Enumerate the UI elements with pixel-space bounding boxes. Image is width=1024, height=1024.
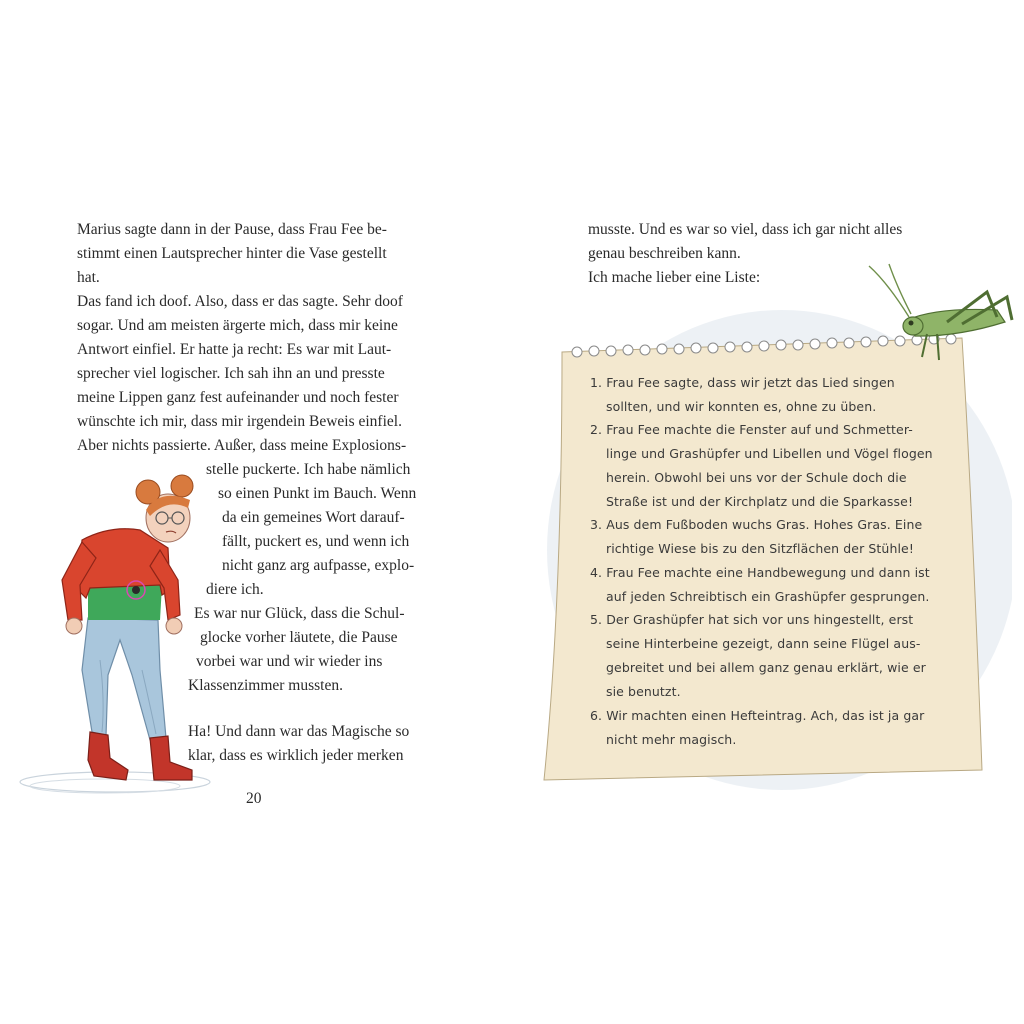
text-line: Ha! Und dann war das Magische so	[188, 723, 410, 740]
text-line: sogar. Und am meisten ärgerte mich, dass mir keine	[77, 317, 398, 334]
text-line: klar, dass es wirklich jeder merken	[188, 747, 404, 764]
text-line: Antwort einfiel. Er hatte ja recht: Es war mit Laut-	[77, 341, 392, 358]
text-line: Das fand ich doof. Also, dass er das sagte. Sehr doof	[77, 293, 403, 310]
list-line: sollten, und wir konnten es, ohne zu üben.	[606, 399, 877, 414]
list-line: gebreitet und bei allem ganz genau erklärt, wie er	[606, 660, 926, 675]
list-line: herein. Obwohl bei uns vor der Schule doch die	[606, 470, 907, 485]
list-line: auf jeden Schreibtisch ein Grashüpfer gesprungen.	[606, 589, 930, 604]
list-line: nicht mehr magisch.	[606, 732, 737, 747]
text-line: sprecher viel logischer. Ich sah ihn an und presste	[77, 365, 385, 382]
right-page	[512, 0, 1024, 1024]
text-line: Ich mache lieber eine Liste:	[588, 269, 761, 286]
text-line: meine Lippen ganz fest aufeinander und noch fester	[77, 389, 399, 406]
list-line: linge und Grashüpfer und Libellen und Vögel flogen	[606, 446, 933, 461]
text-line: diere ich.	[206, 581, 264, 598]
text-line: nicht ganz arg aufpasse, explo-	[222, 557, 415, 574]
list-line: 6. Wir machten einen Hefteintrag. Ach, das ist ja gar	[590, 708, 925, 723]
list-line: 3. Aus dem Fußboden wuchs Gras. Hohes Gras. Eine	[590, 517, 923, 532]
text-line: wünschte ich mir, dass mir irgendein Beweis einfiel.	[77, 413, 402, 430]
text-line: so einen Punkt im Bauch. Wenn	[218, 485, 417, 502]
list-line: sie benutzt.	[606, 684, 681, 699]
text-line: Es war nur Glück, dass die Schul-	[194, 605, 405, 622]
text-line: vorbei war und wir wieder ins	[196, 653, 383, 670]
text-line: genau beschreiben kann.	[588, 245, 741, 262]
text-line: stimmt einen Lautsprecher hinter die Vase gestellt	[77, 245, 387, 262]
text-line: fällt, puckert es, und wenn ich	[222, 533, 410, 550]
page-number: 20	[246, 790, 262, 807]
list-line: 2. Frau Fee machte die Fenster auf und Schmetter-	[590, 422, 913, 437]
list-line: 1. Frau Fee sagte, dass wir jetzt das Lied singen	[590, 375, 895, 390]
text-line: musste. Und es war so viel, dass ich gar nicht alles	[588, 221, 903, 238]
text-line: Marius sagte dann in der Pause, dass Frau Fee be-	[77, 221, 387, 238]
list-line: Straße ist und der Kirchplatz und die Sparkasse!	[606, 494, 914, 509]
list-line: 5. Der Grashüpfer hat sich vor uns hingestellt, erst	[590, 612, 914, 627]
grasshopper-illustration	[867, 262, 1017, 372]
text-line: Klassenzimmer mussten.	[188, 677, 343, 694]
list-line: richtige Wiese bis zu den Sitzflächen der Stühle!	[606, 541, 914, 556]
text-line: glocke vorher läutete, die Pause	[200, 629, 398, 646]
text-line: Aber nichts passierte. Außer, dass meine Explosions-	[77, 437, 407, 454]
list-line: seine Hinterbeine gezeigt, dann seine Flügel aus-	[606, 636, 921, 651]
text-line: stelle puckerte. Ich habe nämlich	[206, 461, 411, 478]
text-line: hat.	[77, 269, 100, 286]
girl-illustration	[10, 470, 220, 800]
text-line: da ein gemeines Wort darauf-	[222, 509, 405, 526]
list-line: 4. Frau Fee machte eine Handbewegung und dann ist	[590, 565, 930, 580]
